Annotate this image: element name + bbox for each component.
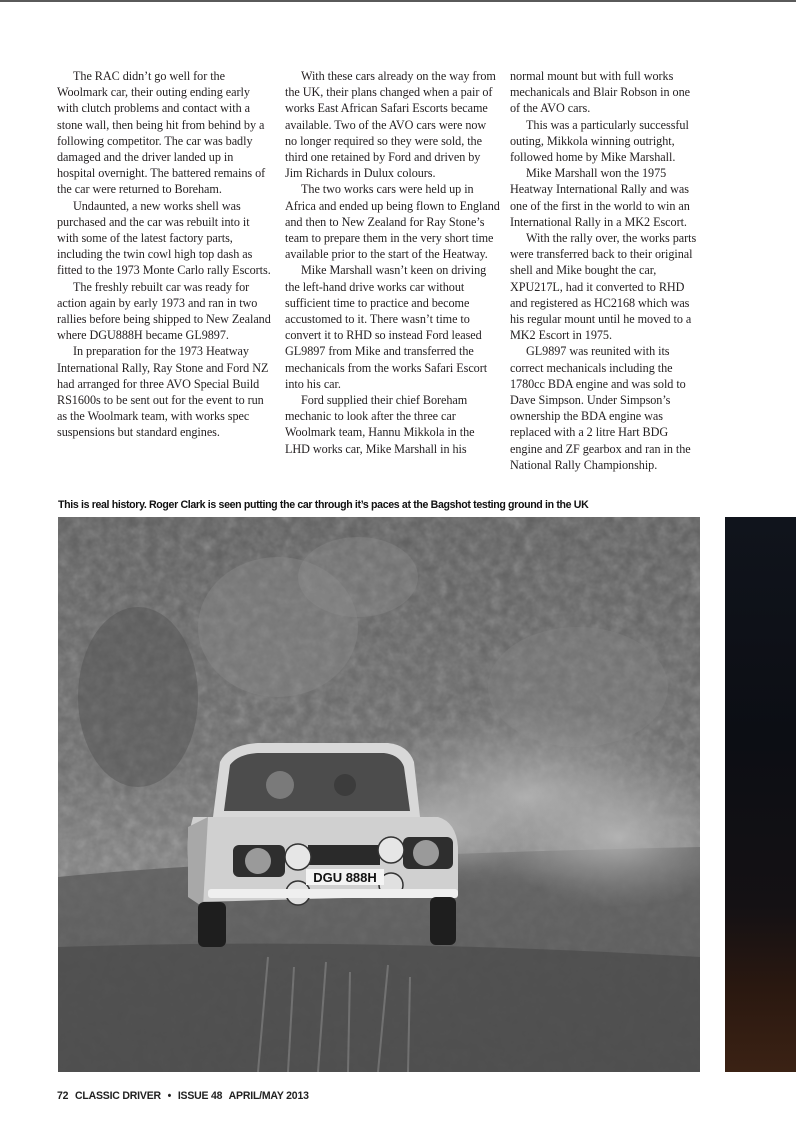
issue-date: APRIL/MAY 2013 (228, 1089, 309, 1103)
article-column-2 (285, 68, 500, 457)
paragraph: normal mount but with full works mechanicals and Blair Robson in one of the AVO cars. (510, 69, 691, 116)
page-footer (57, 1090, 313, 1103)
paragraph: With the rally over, the works parts were transferred back to their original shell and Mike bought the car, XPU217L, had it converted to RHD and registered as HC2168 which was his regular mount until he moved to a MK2 Escort in 1975. (510, 231, 697, 343)
adjacent-page-photo-strip (725, 517, 796, 1072)
paragraph: Mike Marshall won the 1975 Heatway International Rally and was one of the first in the world to win an International Rally in a MK2 Escort. (510, 166, 690, 229)
footer-separator: • (167, 1089, 172, 1103)
paragraph: The RAC didn’t go well for the Woolmark car, their outing ending early with clutch problems and contact with a stone wall, then being hit from behind by a following competitor. The car was badly damaged and the driver landed up in hospital overnight. The battered remains of the car were returned to Boreham. (57, 69, 266, 197)
page-number: 72 (57, 1089, 69, 1103)
paragraph: Mike Marshall wasn’t keen on driving the left-hand drive works car without sufficient time to practice and become accustomed to it. There wasn’t time to convert it to RHD so instead Ford leased GL9897 from Mike and transferred the mechanicals from the works Safari Escort into his car. (285, 263, 488, 391)
paragraph: This was a particularly successful outing, Mikkola winning outright, followed home by Mike Marshall. (510, 117, 689, 165)
paragraph: The freshly rebuilt car was ready for action again by early 1973 and ran in two rallies before being shipped to New Zealand where DGU888H became GL9897. (57, 279, 271, 343)
paragraph: The two works cars were held up in Africa and ended up being flown to England and then to New Zealand for Ray Stone’s team to prepare them in the very short time available prior to the start of the Heatway. (285, 182, 500, 262)
magazine-name: CLASSIC DRIVER (75, 1089, 161, 1103)
article-column-1 (57, 68, 272, 441)
paragraph: With these cars already on the way from the UK, their plans changed when a pair of works East African Safari Escorts became available. Two of the AVO cars were now no longer required so they were sold, the third one retained by Ford and driven by Jim Richards in Dulux colours. (285, 69, 496, 181)
rally-car-illustration (58, 517, 700, 1072)
paragraph: GL9897 was reunited with its correct mechanicals including the 1780cc BDA engine and was sold to Dave Simpson. Under Simpson’s ownership the BDA engine was replaced with a 2 litre Hart BDG engine and ZF gearbox and ran in the National Rally Championship. (510, 344, 691, 472)
article-column-3 (510, 68, 702, 473)
top-rule (0, 0, 796, 2)
paragraph: Undaunted, a new works shell was purchased and the car was rebuilt into it with some of the latest factory parts, including the twin cowl high top dash as fitted to the 1973 Monte Carlo rally Escorts. (57, 198, 271, 278)
paragraph: In preparation for the 1973 Heatway International Rally, Ray Stone and Ford NZ had arranged for three AVO Special Build RS1600s to be sent out for the event to run as the Woolmark team, with works spec suspensions but standard engines. (57, 344, 269, 440)
paragraph: Ford supplied their chief Boreham mechanic to look after the three car Woolmark team, Hannu Mikkola in the LHD works car, Mike Marshall in his (285, 393, 475, 456)
photo-caption: This is real history. Roger Clark is seen putting the car through it’s paces at the Bagshot testing ground in the UK (58, 499, 589, 511)
rally-car-photo (58, 517, 700, 1072)
license-plate: DGU 888H (313, 870, 377, 885)
issue-number: ISSUE 48 (177, 1089, 223, 1103)
